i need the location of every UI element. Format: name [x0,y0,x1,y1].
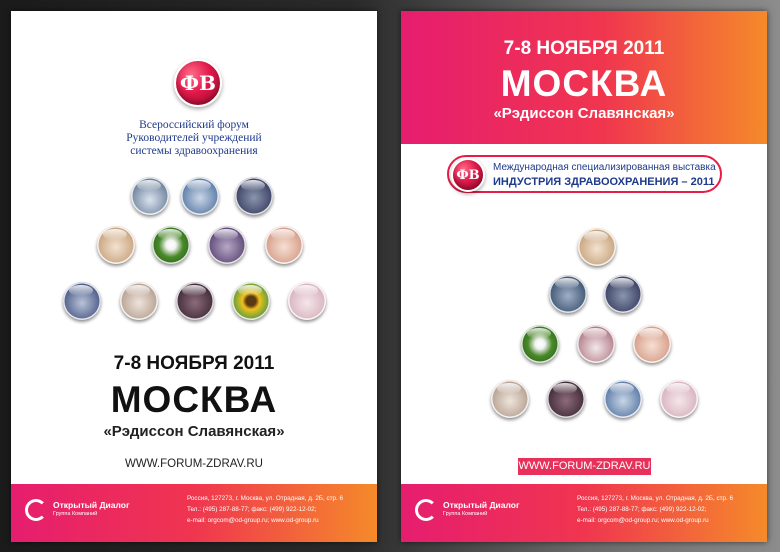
forum-website-link[interactable]: WWW.FORUM-ZDRAV.RU [125,458,263,470]
photo-ball-lab [288,282,326,320]
organizer-phone: Тел.: (495) 287-88-77; факс: (499) 922-12-02; [187,506,317,513]
organizer-footer [401,484,767,542]
photo-ball-nurse-patient [63,282,101,320]
organizer-brand: Открытый Диалог [443,500,520,510]
photo-ball-stethoscope [604,275,642,313]
photo-ball-doctor-man [120,282,158,320]
expo-logo [451,158,485,192]
photo-ball-sunflower [232,282,270,320]
photo-ball-doctor-reading [181,177,219,215]
photo-ball-pills [176,282,214,320]
poster-forum [11,11,377,542]
organizer-brand: Открытый Диалог [53,500,130,510]
organizer-footer [11,484,377,542]
photo-ball-lab [660,380,698,418]
event-venue: «Рэдиссон Славянская» [493,105,675,122]
event-city: МОСКВА [500,63,668,104]
expo-banner [447,155,722,193]
organizer-email[interactable]: e-mail: orgcom@od-group.ru; www.od-group.ru [577,517,709,524]
forum-title [11,119,377,158]
open-dialog-logo-icon [415,499,437,521]
photo-ball-ambulance [577,325,615,363]
event-date: 7-8 НОЯБРЯ 2011 [113,353,275,374]
photo-ball-baby [633,325,671,363]
expo-website-link[interactable]: WWW.FORUM-ZDRAV.RU [518,458,651,475]
photo-ball-baby [265,226,303,264]
forum-title-line: системы здравоохранения [130,145,258,157]
photo-ball-ambulance [131,177,169,215]
expo-subtitle: Международная специализированная выставка [493,162,716,173]
event-date: 7-8 НОЯБРЯ 2011 [503,38,665,59]
photo-ball-doctor-reading [604,380,642,418]
photo-ball-hospital-bed [208,226,246,264]
photo-ball-doctor-man [491,380,529,418]
expo-title: ИНДУСТРИЯ ЗДРАВООХРАНЕНИЯ – 2011 [493,176,715,188]
organizer-address: Россия, 127273, г. Москва, ул. Отрадная, д. 2Б, стр. 6 [187,495,344,502]
photo-ball-stethoscope [235,177,273,215]
photo-ball-chamomile [521,325,559,363]
expo-logo-letters: ФВ [456,167,480,183]
event-city: МОСКВА [110,379,278,420]
photo-ball-chamomile [152,226,190,264]
photo-ball-pills [549,275,587,313]
header-band [401,11,767,144]
forum-logo-letters: ФВ [180,71,216,95]
organizer-email[interactable]: e-mail: orgcom@od-group.ru; www.od-group.ru [187,517,319,524]
forum-title-line: Всероссийский форум [139,119,249,131]
photo-ball-hospital-bed [547,380,585,418]
organizer-brand-sub: Группа Компаний [443,511,488,517]
poster-expo [401,11,767,542]
event-venue: «Рэдиссон Славянская» [103,423,285,440]
open-dialog-logo-icon [25,499,47,521]
organizer-brand-sub: Группа Компаний [53,511,98,517]
forum-logo [174,59,222,107]
photo-ball-mother-child [578,228,616,266]
organizer-phone: Тел.: (495) 287-88-77; факс: (499) 922-12-02; [577,506,707,513]
photo-ball-mother-child [97,226,135,264]
forum-title-line: Руководителей учреждений [126,132,262,144]
organizer-address: Россия, 127273, г. Москва, ул. Отрадная, д. 2Б, стр. 6 [577,495,734,502]
